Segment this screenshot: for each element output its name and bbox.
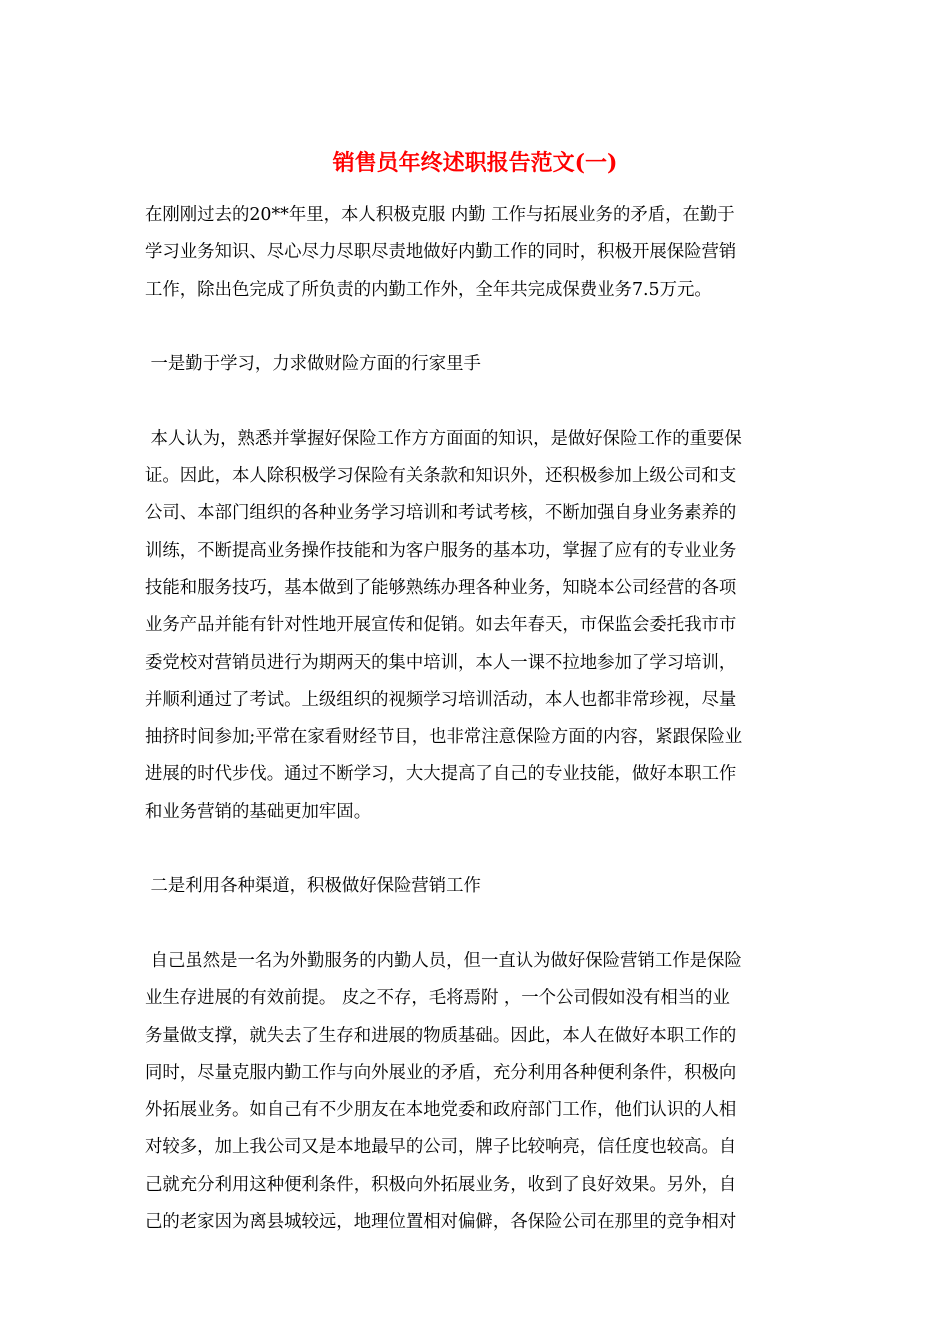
body-line: 公司、本部门组织的各种业务学习培训和考试考核，不断加强自身业务素养的	[145, 503, 737, 524]
body-line: 己的老家因为离县城较远，地理位置相对偏僻，各保险公司在那里的竞争相对	[145, 1212, 737, 1233]
body-line: 务量做支撑，就失去了生存和进展的物质基础。因此，本人在做好本职工作的	[145, 1025, 737, 1046]
body-line: 己就充分利用这种便利条件，积极向外拓展业务，收到了良好效果。另外，自	[145, 1174, 737, 1195]
body-line: 和业务营销的基础更加牢固。	[145, 801, 372, 822]
body-line: 同时，尽量克服内勤工作与向外展业的矛盾，充分利用各种便利条件，积极向	[145, 1062, 737, 1083]
body-line: 一是勤于学习，力求做财险方面的行家里手	[145, 354, 481, 375]
body-line: 抽挤时间参加;平常在家看财经节目，也非常注意保险方面的内容，紧跟保险业	[145, 727, 743, 748]
body-line: 进展的时代步伐。通过不断学习，大大提高了自己的专业技能，做好本职工作	[145, 764, 737, 785]
paragraph-gap	[145, 383, 805, 420]
body-line: 业生存进展的有效前提。 皮之不存，毛将焉附 ，一个公司假如没有相当的业	[145, 988, 730, 1009]
body-line: 对较多，加上我公司又是本地最早的公司，牌子比较响亮，信任度也较高。自	[145, 1137, 737, 1158]
document-title: 销售员年终述职报告范文(一)	[332, 150, 618, 176]
paragraph-gap	[145, 831, 805, 868]
body-line: 工作，除出色完成了所负责的内勤工作外，全年共完成保费业务7.5万元。	[145, 279, 712, 300]
body-line: 技能和服务技巧，基本做到了能够熟练办理各种业务，知晓本公司经营的各项	[145, 577, 737, 598]
body-line: 证。因此，本人除积极学习保险有关条款和知识外，还积极参加上级公司和支	[145, 466, 737, 487]
body-line: 并顺利通过了考试。上级组织的视频学习培训活动，本人也都非常珍视，尽量	[145, 689, 737, 710]
body-line: 二是利用各种渠道，积极做好保险营销工作	[145, 876, 481, 897]
body-line: 训练，不断提高业务操作技能和为客户服务的基本功，掌握了应有的专业业务	[145, 540, 737, 561]
body-line: 本人认为，熟悉并掌握好保险工作方方面面的知识，是做好保险工作的重要保	[145, 428, 742, 449]
body-line: 自己虽然是一名为外勤服务的内勤人员，但一直认为做好保险营销工作是保险	[145, 950, 742, 971]
body-line: 在刚刚过去的20**年里，本人积极克服 内勤 工作与拓展业务的矛盾，在勤于	[145, 205, 735, 225]
paragraph-gap	[145, 309, 805, 346]
body-line: 委党校对营销员进行为期两天的集中培训，本人一课不拉地参加了学习培训，	[145, 652, 737, 673]
paragraph-gap	[145, 906, 805, 943]
body-line: 业务产品并能有针对性地开展宣传和促销。如去年春天，市保监会委托我市市	[145, 615, 737, 636]
document-body	[145, 197, 805, 1241]
body-line: 学习业务知识、尽心尽力尽职尽责地做好内勤工作的同时，积极开展保险营销	[145, 242, 737, 263]
body-line: 外拓展业务。如自己有不少朋友在本地党委和政府部门工作，他们认识的人相	[145, 1100, 737, 1121]
